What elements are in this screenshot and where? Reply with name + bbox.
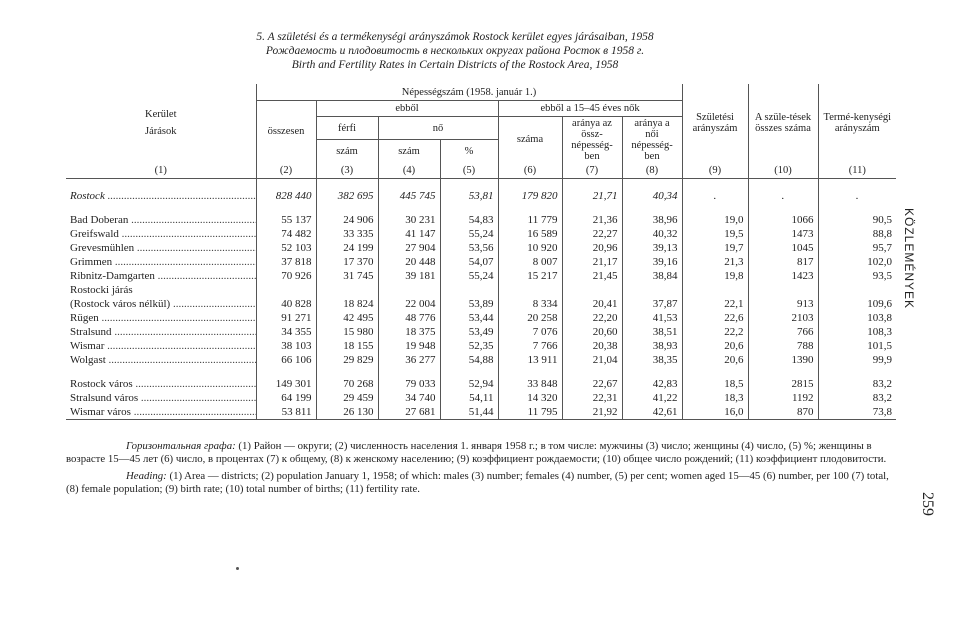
leader-dots bbox=[104, 340, 256, 352]
leader-dots bbox=[128, 214, 256, 226]
header-szama: száma bbox=[498, 117, 562, 163]
cell-col-6: 11 795 bbox=[498, 405, 562, 420]
cell-col-8: 40,32 bbox=[622, 227, 682, 241]
side-section-label: KÖZLEMÉNYEK bbox=[902, 208, 916, 310]
cell-col-9: 20,6 bbox=[682, 339, 748, 353]
note-english-label: Heading: bbox=[126, 470, 167, 482]
cell-col-11: 108,3 bbox=[818, 325, 896, 339]
cell-col-10: 1473 bbox=[748, 227, 818, 241]
table-row bbox=[66, 227, 896, 241]
cell-col-3: 382 695 bbox=[316, 189, 378, 203]
cell-col-7: 20,38 bbox=[562, 339, 622, 353]
header-no: nő bbox=[378, 117, 498, 140]
row-name-text: Grimmen bbox=[70, 256, 113, 268]
header-szuletesek: A szüle-tések összes száma bbox=[748, 84, 818, 162]
row-name-text: Greifswald bbox=[70, 228, 119, 240]
leader-dots bbox=[170, 298, 256, 310]
cell-col-4: 27 681 bbox=[378, 405, 440, 420]
cell-col-8 bbox=[622, 283, 682, 297]
cell-col-2: 55 137 bbox=[256, 213, 316, 227]
table-bottom-rule bbox=[66, 420, 896, 422]
cell-col-8: 41,22 bbox=[622, 391, 682, 405]
row-name-text: Rügen bbox=[70, 312, 99, 324]
row-name bbox=[66, 405, 256, 420]
cell-col-8: 39,13 bbox=[622, 241, 682, 255]
cell-col-6: 179 820 bbox=[498, 189, 562, 203]
cell-col-4: 34 740 bbox=[378, 391, 440, 405]
note-russian-text: (1) Район — округи; (2) численность населения 1. января 1958 г.; в том числе: мужчины (3) число; женщины (4) число, (5) %; женщины в возрасте 15—45 лет (6) число, в процентах (7) к общему, (8) к женскому населению; (9) коэффициент рождаемости; (10) общее число рождений; (11) коэффициент плодовитости. bbox=[66, 440, 887, 465]
cell-col-2: 70 926 bbox=[256, 269, 316, 283]
cell-col-3: 42 495 bbox=[316, 311, 378, 325]
cell-col-5: 53,49 bbox=[440, 325, 498, 339]
cell-col-6: 10 920 bbox=[498, 241, 562, 255]
row-name-text: Wismar város bbox=[70, 406, 131, 418]
leader-dots bbox=[105, 190, 256, 202]
row-name bbox=[66, 241, 256, 255]
col-num-4: (4) bbox=[378, 162, 440, 179]
table-row bbox=[66, 297, 896, 311]
cell-col-8: 38,96 bbox=[622, 213, 682, 227]
cell-col-11: 83,2 bbox=[818, 391, 896, 405]
header-szam-no: szám bbox=[378, 140, 440, 163]
cell-col-6: 33 848 bbox=[498, 377, 562, 391]
cell-col-5: 53,56 bbox=[440, 241, 498, 255]
row-name bbox=[66, 189, 256, 203]
cell-col-4: 39 181 bbox=[378, 269, 440, 283]
header-kerulet-label: Kerület bbox=[145, 109, 177, 120]
cell-col-8: 38,84 bbox=[622, 269, 682, 283]
cell-col-6: 15 217 bbox=[498, 269, 562, 283]
cell-col-10: 870 bbox=[748, 405, 818, 420]
cell-col-9: . bbox=[682, 189, 748, 203]
cell-col-9: 21,3 bbox=[682, 255, 748, 269]
spacer-row bbox=[66, 179, 896, 190]
row-name bbox=[66, 255, 256, 269]
cell-col-9: 22,6 bbox=[682, 311, 748, 325]
cell-col-7: 20,60 bbox=[562, 325, 622, 339]
cell-col-4: 20 448 bbox=[378, 255, 440, 269]
header-ebbol: ebből bbox=[316, 101, 498, 117]
row-name bbox=[66, 339, 256, 353]
cell-col-6: 8 007 bbox=[498, 255, 562, 269]
cell-col-10: 766 bbox=[748, 325, 818, 339]
table-row bbox=[66, 213, 896, 227]
title-english: Birth and Fertility Rates in Certain Districts of the Rostock Area, 1958 bbox=[291, 59, 619, 71]
title-russian: Рождаемость и плодовитость в нескольких округах района Росток в 1958 г. bbox=[265, 45, 645, 57]
header-jarasok-label: Járások bbox=[145, 126, 177, 137]
leader-dots bbox=[106, 354, 256, 366]
row-name bbox=[66, 283, 256, 297]
cell-col-2: 66 106 bbox=[256, 353, 316, 367]
cell-col-9: 19,8 bbox=[682, 269, 748, 283]
cell-col-9: 22,2 bbox=[682, 325, 748, 339]
cell-col-7: 21,36 bbox=[562, 213, 622, 227]
cell-col-10: 817 bbox=[748, 255, 818, 269]
cell-col-2: 91 271 bbox=[256, 311, 316, 325]
page-number: 259 bbox=[919, 492, 936, 516]
cell-col-10: 1423 bbox=[748, 269, 818, 283]
cell-col-9: 19,5 bbox=[682, 227, 748, 241]
col-num-7: (7) bbox=[562, 162, 622, 179]
cell-col-4: 41 147 bbox=[378, 227, 440, 241]
cell-col-10: 2103 bbox=[748, 311, 818, 325]
table-row bbox=[66, 283, 896, 297]
cell-col-11: 93,5 bbox=[818, 269, 896, 283]
cell-col-4: 36 277 bbox=[378, 353, 440, 367]
row-name bbox=[66, 213, 256, 227]
cell-col-3: 18 155 bbox=[316, 339, 378, 353]
cell-col-5: 52,35 bbox=[440, 339, 498, 353]
note-russian bbox=[66, 440, 896, 465]
cell-col-2: 38 103 bbox=[256, 339, 316, 353]
row-name bbox=[66, 377, 256, 391]
cell-col-5: 55,24 bbox=[440, 227, 498, 241]
cell-col-4: 27 904 bbox=[378, 241, 440, 255]
cell-col-2: 40 828 bbox=[256, 297, 316, 311]
cell-col-6: 13 911 bbox=[498, 353, 562, 367]
leader-dots bbox=[133, 378, 256, 390]
cell-col-7: 21,45 bbox=[562, 269, 622, 283]
cell-col-6: 7 766 bbox=[498, 339, 562, 353]
table-row bbox=[66, 255, 896, 269]
col-num-2: (2) bbox=[256, 162, 316, 179]
cell-col-6: 7 076 bbox=[498, 325, 562, 339]
cell-col-9 bbox=[682, 283, 748, 297]
cell-col-4: 22 004 bbox=[378, 297, 440, 311]
cell-col-6: 16 589 bbox=[498, 227, 562, 241]
row-name bbox=[66, 311, 256, 325]
cell-col-9: 19,7 bbox=[682, 241, 748, 255]
table-row bbox=[66, 353, 896, 367]
cell-col-2: 53 811 bbox=[256, 405, 316, 420]
row-name-text: Stralsund bbox=[70, 326, 112, 338]
cell-col-7: 20,96 bbox=[562, 241, 622, 255]
cell-col-5 bbox=[440, 283, 498, 297]
cell-col-2 bbox=[256, 283, 316, 297]
cell-col-8: 40,34 bbox=[622, 189, 682, 203]
row-name-text: Wolgast bbox=[70, 354, 106, 366]
cell-col-6 bbox=[498, 283, 562, 297]
row-name bbox=[66, 391, 256, 405]
cell-col-3: 26 130 bbox=[316, 405, 378, 420]
cell-col-4: 19 948 bbox=[378, 339, 440, 353]
cell-col-3: 33 335 bbox=[316, 227, 378, 241]
cell-col-5: 54,11 bbox=[440, 391, 498, 405]
leader-dots bbox=[112, 326, 256, 338]
header-termekenysegi: Termé-kenységi arányszám bbox=[818, 84, 896, 162]
cell-col-4: 48 776 bbox=[378, 311, 440, 325]
cell-col-6: 11 779 bbox=[498, 213, 562, 227]
title-block bbox=[230, 30, 680, 72]
cell-col-11: 83,2 bbox=[818, 377, 896, 391]
cell-col-4: 18 375 bbox=[378, 325, 440, 339]
header-ferfi: férfi bbox=[316, 117, 378, 140]
cell-col-2: 64 199 bbox=[256, 391, 316, 405]
leader-dots bbox=[99, 312, 256, 324]
cell-col-4: 445 745 bbox=[378, 189, 440, 203]
cell-col-3: 18 824 bbox=[316, 297, 378, 311]
cell-col-10: 2815 bbox=[748, 377, 818, 391]
cell-col-3: 15 980 bbox=[316, 325, 378, 339]
spacer-row bbox=[66, 203, 896, 213]
col-num-10: (10) bbox=[748, 162, 818, 179]
cell-col-2: 828 440 bbox=[256, 189, 316, 203]
row-name-text: Grevesmühlen bbox=[70, 242, 135, 254]
table-row bbox=[66, 391, 896, 405]
row-name bbox=[66, 269, 256, 283]
cell-col-4 bbox=[378, 283, 440, 297]
spacer-row bbox=[66, 367, 896, 377]
cell-col-4: 30 231 bbox=[378, 213, 440, 227]
cell-col-9: 16,0 bbox=[682, 405, 748, 420]
table-row bbox=[66, 241, 896, 255]
header-kerulet bbox=[66, 84, 256, 162]
cell-col-5: 53,44 bbox=[440, 311, 498, 325]
cell-col-10: 1066 bbox=[748, 213, 818, 227]
col-num-3: (3) bbox=[316, 162, 378, 179]
cell-col-11: 88,8 bbox=[818, 227, 896, 241]
leader-dots bbox=[134, 242, 256, 254]
cell-col-7: 22,20 bbox=[562, 311, 622, 325]
cell-col-7 bbox=[562, 283, 622, 297]
cell-col-3: 31 745 bbox=[316, 269, 378, 283]
col-num-11: (11) bbox=[818, 162, 896, 179]
cell-col-11: 90,5 bbox=[818, 213, 896, 227]
cell-col-6: 8 334 bbox=[498, 297, 562, 311]
row-name-text: Rostock bbox=[70, 190, 105, 202]
cell-col-8: 37,87 bbox=[622, 297, 682, 311]
cell-col-5: 53,89 bbox=[440, 297, 498, 311]
cell-col-11: 102,0 bbox=[818, 255, 896, 269]
row-name-text: Bad Doberan bbox=[70, 214, 129, 226]
notes bbox=[66, 440, 896, 500]
cell-col-9: 18,3 bbox=[682, 391, 748, 405]
row-name bbox=[66, 325, 256, 339]
row-name bbox=[66, 297, 256, 311]
cell-col-11: 99,9 bbox=[818, 353, 896, 367]
cell-col-8: 42,61 bbox=[622, 405, 682, 420]
header-pct: % bbox=[440, 140, 498, 163]
leader-dots bbox=[155, 270, 256, 282]
table-row bbox=[66, 311, 896, 325]
cell-col-3: 70 268 bbox=[316, 377, 378, 391]
cell-col-11: 73,8 bbox=[818, 405, 896, 420]
cell-col-5: 55,24 bbox=[440, 269, 498, 283]
cell-col-10: 788 bbox=[748, 339, 818, 353]
header-aranya-ossz: aránya az össz-népesség-ben bbox=[562, 117, 622, 163]
cell-col-7: 22,67 bbox=[562, 377, 622, 391]
cell-col-5: 54,88 bbox=[440, 353, 498, 367]
table-row bbox=[66, 325, 896, 339]
leader-dots bbox=[112, 256, 256, 268]
col-num-9: (9) bbox=[682, 162, 748, 179]
row-name bbox=[66, 227, 256, 241]
cell-col-7: 22,31 bbox=[562, 391, 622, 405]
cell-col-8: 42,83 bbox=[622, 377, 682, 391]
cell-col-5: 54,83 bbox=[440, 213, 498, 227]
cell-col-7: 21,17 bbox=[562, 255, 622, 269]
cell-col-8: 39,16 bbox=[622, 255, 682, 269]
cell-col-5: 51,44 bbox=[440, 405, 498, 420]
cell-col-8: 38,93 bbox=[622, 339, 682, 353]
cell-col-10 bbox=[748, 283, 818, 297]
cell-col-9: 19,0 bbox=[682, 213, 748, 227]
row-name-text: Ribnitz-Damgarten bbox=[70, 270, 155, 282]
table-row bbox=[66, 189, 896, 203]
cell-col-7: 21,04 bbox=[562, 353, 622, 367]
cell-col-11: 101,5 bbox=[818, 339, 896, 353]
cell-col-11 bbox=[818, 283, 896, 297]
cell-col-2: 74 482 bbox=[256, 227, 316, 241]
col-num-1: (1) bbox=[66, 162, 256, 179]
cell-col-11: 95,7 bbox=[818, 241, 896, 255]
cell-col-10: 913 bbox=[748, 297, 818, 311]
note-english bbox=[66, 470, 896, 495]
cell-col-7: 20,41 bbox=[562, 297, 622, 311]
cell-col-6: 20 258 bbox=[498, 311, 562, 325]
cell-col-2: 52 103 bbox=[256, 241, 316, 255]
note-russian-label: Горизонтальная графа: bbox=[126, 440, 236, 452]
col-num-5: (5) bbox=[440, 162, 498, 179]
cell-col-11: . bbox=[818, 189, 896, 203]
cell-col-9: 18,5 bbox=[682, 377, 748, 391]
cell-col-8: 41,53 bbox=[622, 311, 682, 325]
cell-col-10: 1192 bbox=[748, 391, 818, 405]
header-osszesen: összesen bbox=[256, 101, 316, 163]
header-szam-ferfi: szám bbox=[316, 140, 378, 163]
note-english-text: (1) Area — districts; (2) population January 1, 1958; of which: males (3) number; females (4) number, (5) per cent; women aged 15—45 (6) number, per 100 (7) total, (8) female population; (9) birth rate; (10) total number of births; (11) fertility rate. bbox=[66, 470, 889, 495]
table-row bbox=[66, 377, 896, 391]
table-row bbox=[66, 269, 896, 283]
cell-col-7: 21,71 bbox=[562, 189, 622, 203]
cell-col-7: 21,92 bbox=[562, 405, 622, 420]
cell-col-2: 34 355 bbox=[256, 325, 316, 339]
header-nepessegszam: Népességszám (1958. január 1.) bbox=[256, 84, 682, 101]
cell-col-9: 20,6 bbox=[682, 353, 748, 367]
cell-col-5: 53,81 bbox=[440, 189, 498, 203]
header-ebbol-nok: ebből a 15–45 éves nők bbox=[498, 101, 682, 117]
row-name-text: Rostock város bbox=[70, 378, 133, 390]
cell-col-3 bbox=[316, 283, 378, 297]
cell-col-9: 22,1 bbox=[682, 297, 748, 311]
col-num-6: (6) bbox=[498, 162, 562, 179]
cell-col-8: 38,51 bbox=[622, 325, 682, 339]
table-row bbox=[66, 405, 896, 420]
row-name-text: Rostocki járás bbox=[70, 284, 133, 296]
cell-col-11: 103,8 bbox=[818, 311, 896, 325]
leader-dots bbox=[138, 392, 256, 404]
cell-col-3: 29 829 bbox=[316, 353, 378, 367]
specks bbox=[236, 567, 239, 570]
cell-col-2: 37 818 bbox=[256, 255, 316, 269]
cell-col-8: 38,35 bbox=[622, 353, 682, 367]
cell-col-3: 29 459 bbox=[316, 391, 378, 405]
leader-dots bbox=[119, 228, 256, 240]
cell-col-10: 1390 bbox=[748, 353, 818, 367]
cell-col-3: 24 906 bbox=[316, 213, 378, 227]
leader-dots bbox=[131, 406, 256, 418]
header-aranya-noi: aránya a női népesség-ben bbox=[622, 117, 682, 163]
title-hungarian: 5. A születési és a termékenységi arányszámok Rostock kerület egyes járásaiban, 1958 bbox=[256, 31, 654, 43]
cell-col-4: 79 033 bbox=[378, 377, 440, 391]
cell-col-6: 14 320 bbox=[498, 391, 562, 405]
cell-col-11: 109,6 bbox=[818, 297, 896, 311]
statistics-table bbox=[66, 84, 896, 421]
cell-col-3: 24 199 bbox=[316, 241, 378, 255]
row-name bbox=[66, 353, 256, 367]
header-szuletesi: Születési arányszám bbox=[682, 84, 748, 162]
cell-col-10: 1045 bbox=[748, 241, 818, 255]
row-name-text: Stralsund város bbox=[70, 392, 139, 404]
row-name-text: Wismar bbox=[70, 340, 105, 352]
col-num-8: (8) bbox=[622, 162, 682, 179]
cell-col-10: . bbox=[748, 189, 818, 203]
cell-col-3: 17 370 bbox=[316, 255, 378, 269]
cell-col-7: 22,27 bbox=[562, 227, 622, 241]
cell-col-2: 149 301 bbox=[256, 377, 316, 391]
row-name-text: (Rostock város nélkül) bbox=[70, 298, 171, 310]
cell-col-5: 52,94 bbox=[440, 377, 498, 391]
cell-col-5: 54,07 bbox=[440, 255, 498, 269]
table-row bbox=[66, 339, 896, 353]
